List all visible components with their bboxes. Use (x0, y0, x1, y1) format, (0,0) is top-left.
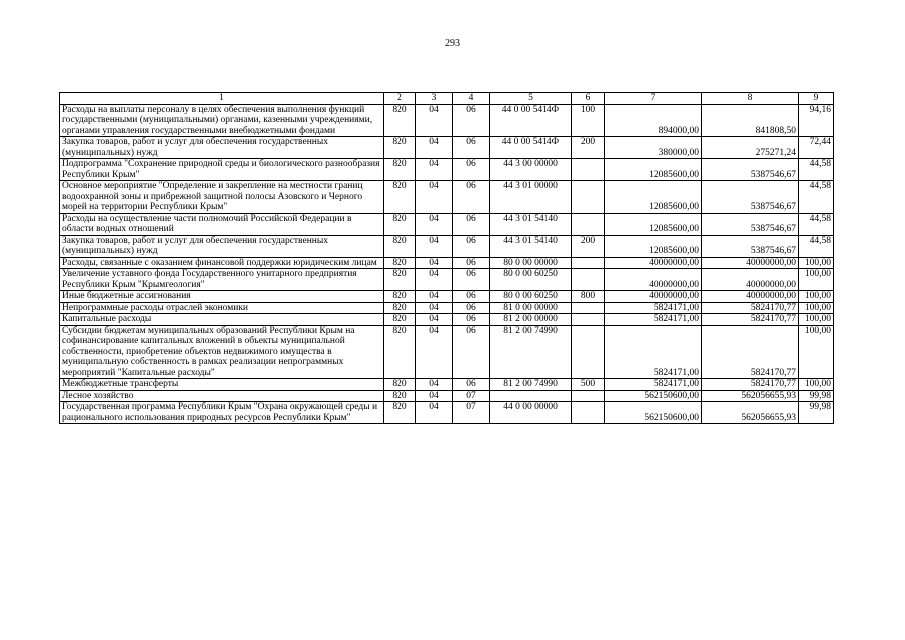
expense-name-cell: Расходы на выплаты персоналу в целях обеспечения выполнения функций государственными (муниципальными) органами, казенными учреждениями, органами управления государственными внебюджетными фондами (60, 104, 384, 137)
section-code-cell: 04 (416, 379, 453, 391)
execution-percent-cell: 44,58 (799, 235, 834, 257)
expense-type-cell: 500 (572, 379, 605, 391)
expense-type-cell (572, 325, 605, 379)
subsection-code-cell: 07 (453, 402, 490, 424)
section-code-cell: 04 (416, 325, 453, 379)
ministry-code-cell: 820 (384, 302, 416, 314)
expense-type-cell (572, 402, 605, 424)
target-article-cell: 44 0 00 00000 (490, 402, 572, 424)
execution-percent-cell: 44,58 (799, 213, 834, 235)
expense-type-cell (572, 257, 605, 269)
execution-percent-cell: 44,58 (799, 159, 834, 181)
ministry-code-cell: 820 (384, 213, 416, 235)
ministry-code-cell: 820 (384, 137, 416, 159)
approved-amount-cell: 12085600,00 (605, 181, 702, 214)
expense-type-cell: 800 (572, 291, 605, 303)
expense-name-cell: Подпрограмма "Сохранение природной среды и биологического разнообразия Республики Крым" (60, 159, 384, 181)
table-row (60, 390, 834, 402)
target-article-cell: 80 0 00 60250 (490, 291, 572, 303)
expense-type-cell (572, 314, 605, 326)
execution-percent-cell: 99,98 (799, 402, 834, 424)
subsection-code-cell: 06 (453, 314, 490, 326)
ministry-code-cell: 820 (384, 325, 416, 379)
approved-amount-cell: 12085600,00 (605, 235, 702, 257)
ministry-code-cell: 820 (384, 291, 416, 303)
execution-percent-cell: 72,44 (799, 137, 834, 159)
executed-amount-cell: 5824170,77 (702, 379, 799, 391)
executed-amount-cell: 5387546,67 (702, 235, 799, 257)
approved-amount-cell: 5824171,00 (605, 325, 702, 379)
expense-type-cell (572, 302, 605, 314)
execution-percent-cell: 100,00 (799, 302, 834, 314)
header-cell: 6 (572, 93, 605, 105)
section-code-cell: 04 (416, 137, 453, 159)
ministry-code-cell: 820 (384, 159, 416, 181)
ministry-code-cell: 820 (384, 269, 416, 291)
subsection-code-cell: 06 (453, 257, 490, 269)
approved-amount-cell: 894000,00 (605, 104, 702, 137)
approved-amount-cell: 562150600,00 (605, 390, 702, 402)
executed-amount-cell: 5387546,67 (702, 159, 799, 181)
expense-name-cell: Закупка товаров, работ и услуг для обеспечения государственных (муниципальных) нужд (60, 137, 384, 159)
target-article-cell: 80 0 00 00000 (490, 257, 572, 269)
target-article-cell (490, 390, 572, 402)
execution-percent-cell: 94,16 (799, 104, 834, 137)
table-row (60, 257, 834, 269)
approved-amount-cell: 40000000,00 (605, 257, 702, 269)
section-code-cell: 04 (416, 302, 453, 314)
section-code-cell: 04 (416, 390, 453, 402)
target-article-cell: 44 0 00 5414Ф (490, 104, 572, 137)
expense-name-cell: Закупка товаров, работ и услуг для обеспечения государственных (муниципальных) нужд (60, 235, 384, 257)
header-cell: 3 (416, 93, 453, 105)
table-row (60, 137, 834, 159)
expense-name-cell: Иные бюджетные ассигнования (60, 291, 384, 303)
executed-amount-cell: 40000000,00 (702, 257, 799, 269)
subsection-code-cell: 06 (453, 104, 490, 137)
subsection-code-cell: 06 (453, 235, 490, 257)
expense-name-cell: Увеличение уставного фонда Государственного унитарного предприятия Республики Крым "Крымгеология" (60, 269, 384, 291)
subsection-code-cell: 06 (453, 325, 490, 379)
ministry-code-cell: 820 (384, 235, 416, 257)
section-code-cell: 04 (416, 181, 453, 214)
execution-percent-cell: 100,00 (799, 314, 834, 326)
executed-amount-cell: 562056655,93 (702, 390, 799, 402)
expense-type-cell: 100 (572, 104, 605, 137)
subsection-code-cell: 06 (453, 181, 490, 214)
table-row (60, 104, 834, 137)
execution-percent-cell: 44,58 (799, 181, 834, 214)
approved-amount-cell: 380000,00 (605, 137, 702, 159)
executed-amount-cell: 841808,50 (702, 104, 799, 137)
expense-type-cell (572, 390, 605, 402)
header-row (60, 93, 834, 105)
executed-amount-cell: 5387546,67 (702, 213, 799, 235)
table-row (60, 314, 834, 326)
ministry-code-cell: 820 (384, 181, 416, 214)
section-code-cell: 04 (416, 402, 453, 424)
target-article-cell: 44 3 01 00000 (490, 181, 572, 214)
section-code-cell: 04 (416, 213, 453, 235)
executed-amount-cell: 5824170,77 (702, 325, 799, 379)
table-row (60, 181, 834, 214)
target-article-cell: 44 3 01 54140 (490, 235, 572, 257)
subsection-code-cell: 06 (453, 137, 490, 159)
executed-amount-cell: 275271,24 (702, 137, 799, 159)
approved-amount-cell: 5824171,00 (605, 379, 702, 391)
execution-percent-cell: 100,00 (799, 269, 834, 291)
approved-amount-cell: 40000000,00 (605, 291, 702, 303)
expense-type-cell (572, 181, 605, 214)
table-row (60, 402, 834, 424)
expense-type-cell: 200 (572, 137, 605, 159)
expense-type-cell (572, 159, 605, 181)
expense-name-cell: Основное мероприятие "Определение и закрепление на местности границ водоохранной зоны и прибрежной защитной полосы Азовского и Черного морей на территории Республики Крым" (60, 181, 384, 214)
table-body (60, 93, 834, 424)
expense-type-cell (572, 269, 605, 291)
ministry-code-cell: 820 (384, 104, 416, 137)
target-article-cell: 80 0 00 60250 (490, 269, 572, 291)
subsection-code-cell: 06 (453, 291, 490, 303)
expense-name-cell: Непрограммные расходы отраслей экономики (60, 302, 384, 314)
target-article-cell: 44 0 00 5414Ф (490, 137, 572, 159)
page-number: 293 (445, 38, 460, 49)
ministry-code-cell: 820 (384, 402, 416, 424)
subsection-code-cell: 06 (453, 159, 490, 181)
executed-amount-cell: 5824170,77 (702, 314, 799, 326)
table-row (60, 269, 834, 291)
section-code-cell: 04 (416, 291, 453, 303)
subsection-code-cell: 07 (453, 390, 490, 402)
approved-amount-cell: 12085600,00 (605, 213, 702, 235)
header-cell: 9 (799, 93, 834, 105)
section-code-cell: 04 (416, 257, 453, 269)
executed-amount-cell: 40000000,00 (702, 291, 799, 303)
approved-amount-cell: 12085600,00 (605, 159, 702, 181)
table-row (60, 291, 834, 303)
section-code-cell: 04 (416, 269, 453, 291)
target-article-cell: 44 3 01 54140 (490, 213, 572, 235)
table-row (60, 302, 834, 314)
section-code-cell: 04 (416, 235, 453, 257)
ministry-code-cell: 820 (384, 379, 416, 391)
subsection-code-cell: 06 (453, 302, 490, 314)
ministry-code-cell: 820 (384, 257, 416, 269)
execution-percent-cell: 100,00 (799, 379, 834, 391)
table-row (60, 325, 834, 379)
table-row (60, 235, 834, 257)
expense-name-cell: Межбюджетные трансферты (60, 379, 384, 391)
approved-amount-cell: 5824171,00 (605, 302, 702, 314)
expense-name-cell: Субсидии бюджетам муниципальных образований Республики Крым на софинансирование капитальных вложений в объекты муниципальной собственности, приобретение объектов недвижимого имущества в муниципальную собственность в рамках реализации непрограммных мероприятий "Капитальные расходы" (60, 325, 384, 379)
subsection-code-cell: 06 (453, 379, 490, 391)
executed-amount-cell: 5824170,77 (702, 302, 799, 314)
section-code-cell: 04 (416, 104, 453, 137)
table-row (60, 213, 834, 235)
execution-percent-cell: 100,00 (799, 325, 834, 379)
table-row (60, 379, 834, 391)
budget-table (59, 92, 834, 424)
header-cell: 8 (702, 93, 799, 105)
expense-type-cell (572, 213, 605, 235)
approved-amount-cell: 40000000,00 (605, 269, 702, 291)
executed-amount-cell: 5387546,67 (702, 181, 799, 214)
ministry-code-cell: 820 (384, 314, 416, 326)
execution-percent-cell: 100,00 (799, 257, 834, 269)
executed-amount-cell: 40000000,00 (702, 269, 799, 291)
section-code-cell: 04 (416, 314, 453, 326)
section-code-cell: 04 (416, 159, 453, 181)
executed-amount-cell: 562056655,93 (702, 402, 799, 424)
target-article-cell: 81 2 00 74990 (490, 379, 572, 391)
expense-name-cell: Расходы на осуществление части полномочий Российской Федерации в области водных отношений (60, 213, 384, 235)
target-article-cell: 81 2 00 74990 (490, 325, 572, 379)
expense-type-cell: 200 (572, 235, 605, 257)
expense-name-cell: Государственная программа Республики Крым "Охрана окружающей среды и рационального использования природных ресурсов Республики Крым" (60, 402, 384, 424)
header-cell: 4 (453, 93, 490, 105)
execution-percent-cell: 100,00 (799, 291, 834, 303)
header-cell: 5 (490, 93, 572, 105)
expense-name-cell: Лесное хозяйство (60, 390, 384, 402)
ministry-code-cell: 820 (384, 390, 416, 402)
target-article-cell: 81 2 00 00000 (490, 314, 572, 326)
expense-name-cell: Капитальные расходы (60, 314, 384, 326)
header-cell: 1 (60, 93, 384, 105)
execution-percent-cell: 99,98 (799, 390, 834, 402)
table-row (60, 159, 834, 181)
approved-amount-cell: 5824171,00 (605, 314, 702, 326)
subsection-code-cell: 06 (453, 269, 490, 291)
target-article-cell: 44 3 00 00000 (490, 159, 572, 181)
subsection-code-cell: 06 (453, 213, 490, 235)
expense-name-cell: Расходы, связанные с оказанием финансовой поддержки юридическим лицам (60, 257, 384, 269)
target-article-cell: 81 0 00 00000 (490, 302, 572, 314)
approved-amount-cell: 562150600,00 (605, 402, 702, 424)
header-cell: 7 (605, 93, 702, 105)
header-cell: 2 (384, 93, 416, 105)
